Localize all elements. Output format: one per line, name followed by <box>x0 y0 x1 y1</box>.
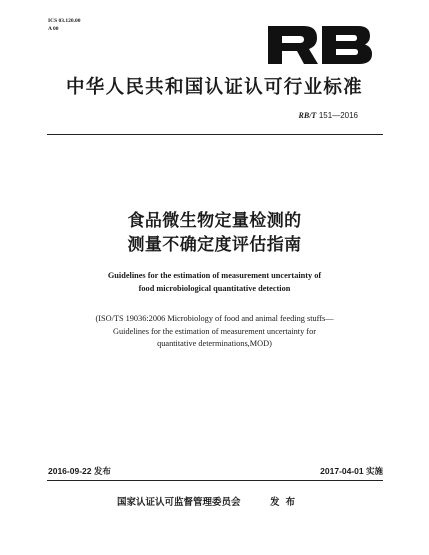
standard-code: 151—2016 <box>318 111 358 120</box>
chinese-title-line-1: 食品微生物定量检测的 <box>127 211 302 231</box>
iso-equivalence <box>0 313 429 351</box>
classification-codes <box>48 17 81 33</box>
english-title-line-1: Guidelines for the estimation of measurement uncertainty of <box>107 271 322 280</box>
iso-equivalence-line-2: Guidelines for the estimation of measurement uncertainty for <box>113 326 316 336</box>
standard-prefix: RB/T <box>298 111 317 120</box>
rb-logo <box>266 24 374 66</box>
chinese-title <box>0 209 429 257</box>
organization-title: 中华人民共和国认证认可行业标准 <box>65 77 363 98</box>
issuing-authority: 国家认证认可监督管理委员会 <box>117 497 241 508</box>
chinese-title-line-2: 测量不确定度评估指南 <box>127 235 302 255</box>
implementation-date: 2017-04-01 实施 <box>320 466 383 476</box>
iso-equivalence-line-1: (ISO/TS 19036:2006 Microbiology of food and animal feeding stuffs— <box>95 314 334 323</box>
english-title <box>0 270 429 295</box>
english-title-line-2: food microbiological quantitative detection <box>138 283 291 293</box>
issued-label: 发布 <box>270 497 302 508</box>
issue-date: 2016-09-22 发布 <box>48 466 111 476</box>
standard-number <box>299 111 358 120</box>
top-divider <box>47 134 383 135</box>
iso-equivalence-line-3: quantitative determinations,MOD) <box>157 339 272 348</box>
ccs-code: A 00 <box>48 26 59 32</box>
ics-code: ICS 03.120.00 <box>48 18 81 24</box>
bottom-divider <box>47 480 383 481</box>
